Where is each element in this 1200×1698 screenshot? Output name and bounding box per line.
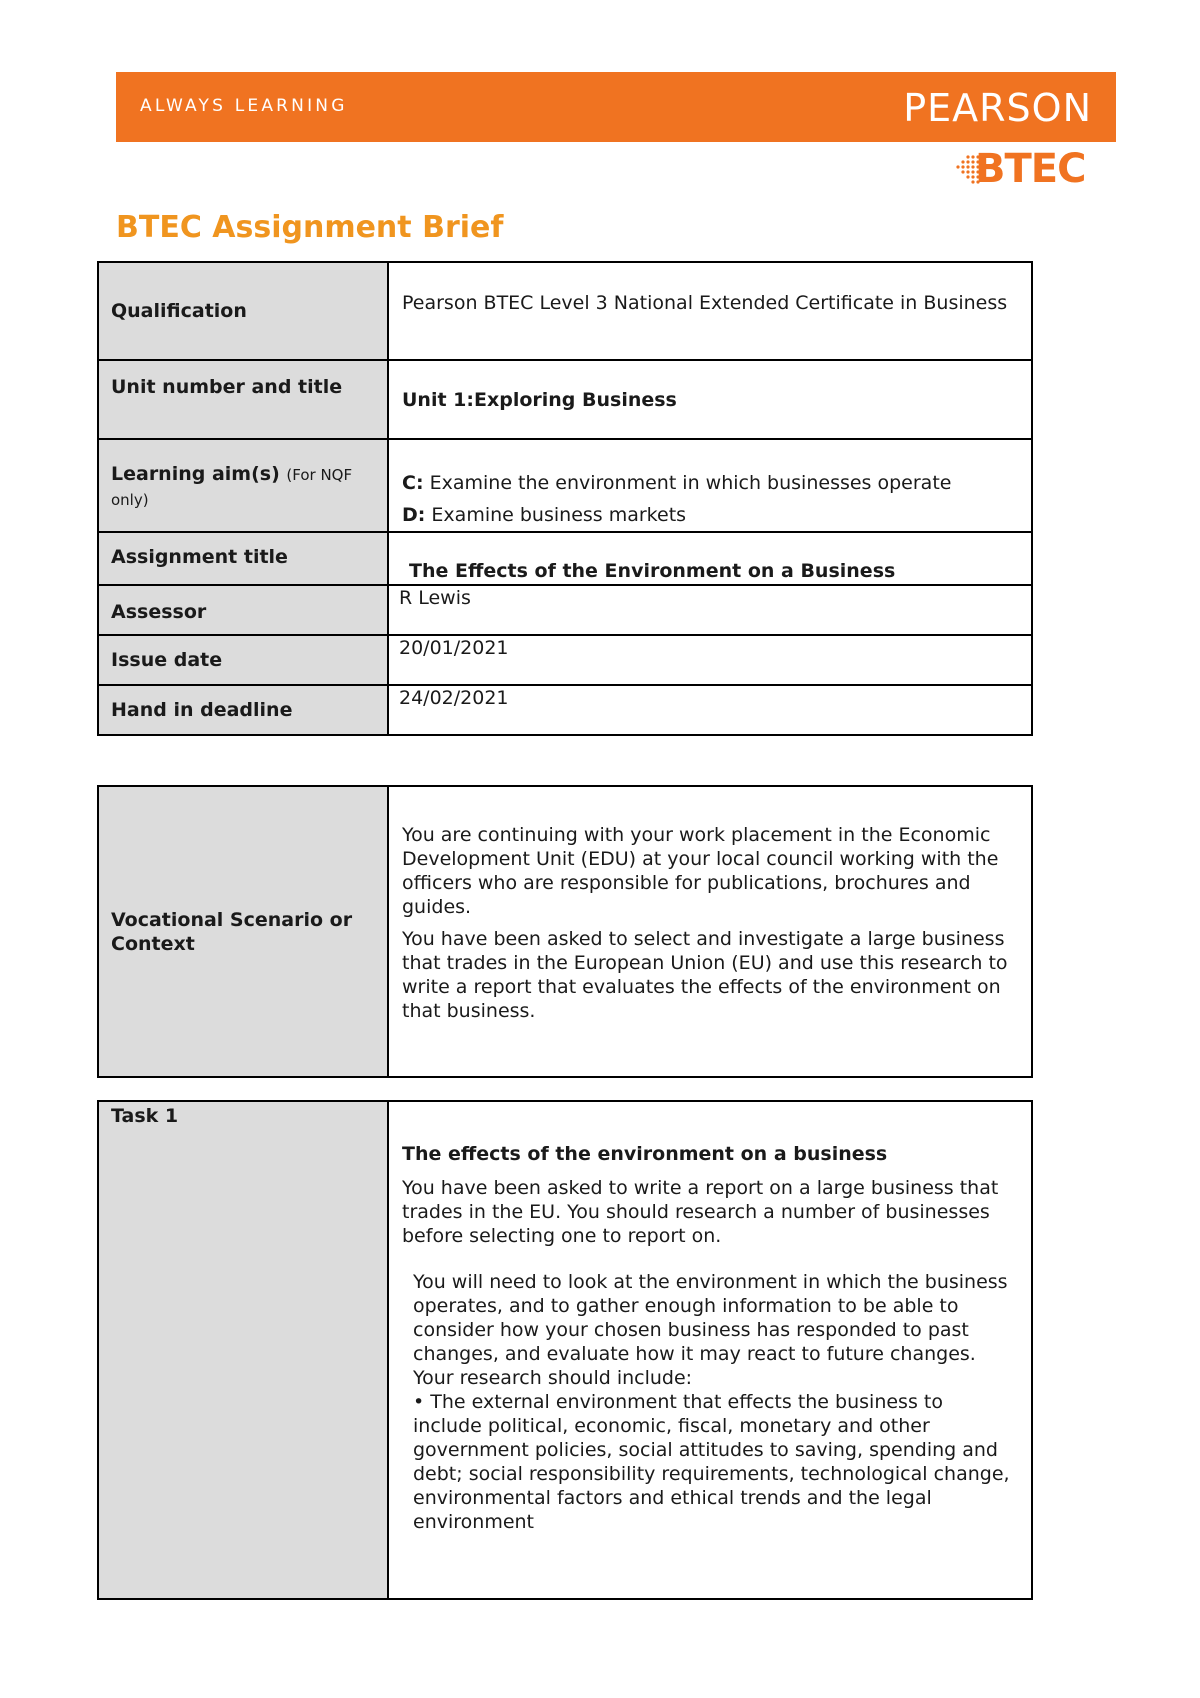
- btec-logo: [950, 146, 1095, 192]
- btec-wordmark: BTEC: [975, 146, 1086, 192]
- task-details: [402, 1270, 1017, 1534]
- learning-aims-note: (For NQF only): [111, 466, 353, 509]
- assignment-title-value: The Effects of the Environment on a Business: [388, 532, 1032, 585]
- deadline-value: 24/02/2021: [388, 685, 1032, 735]
- scenario-table: [97, 785, 1033, 1078]
- assignment-title-label: Assignment title: [98, 532, 388, 585]
- unit-value: Unit 1:Exploring Business: [388, 360, 1032, 439]
- table-row: [98, 685, 1032, 735]
- scenario-label: Vocational Scenario or Context: [98, 786, 388, 1077]
- learning-aims-label: [98, 439, 388, 532]
- page-title: BTEC Assignment Brief: [116, 210, 504, 245]
- learning-aims-title: Learning aim(s): [111, 463, 280, 485]
- task-bullet: • The external environment that effects the business to include political, economic, fiscal, monetary and other government policies, social attitudes to saving, spending and debt; social responsibility requirements, technological change, environmental factors and ethical trends and the legal environment: [413, 1391, 1010, 1533]
- pearson-logo: PEARSON: [903, 86, 1092, 130]
- table-row: [98, 439, 1032, 532]
- tagline: ALWAYS LEARNING: [140, 96, 348, 116]
- issue-date-label: Issue date: [98, 635, 388, 685]
- details-table: [97, 261, 1033, 736]
- learning-aims-value: [388, 439, 1032, 532]
- aim-d-text: Examine business markets: [431, 504, 687, 526]
- aim-c-key: C:: [402, 472, 424, 494]
- scenario-content: [388, 786, 1032, 1077]
- scenario-paragraph: You are continuing with your work placement in the Economic Development Unit (EDU) at your local council working with the officers who are responsible for publications, brochures and guides.: [402, 824, 999, 918]
- task-table: [97, 1100, 1033, 1600]
- task-heading: The effects of the environment on a business: [402, 1143, 888, 1165]
- unit-label: Unit number and title: [98, 360, 388, 439]
- table-row: [98, 635, 1032, 685]
- assessor-value: R Lewis: [388, 585, 1032, 635]
- scenario-paragraph: You have been asked to select and investigate a large business that trades in the European Union (EU) and use this research to write a report that evaluates the effects of the environment on that business.: [402, 928, 1008, 1022]
- table-row: [98, 585, 1032, 635]
- issue-date-value: 20/01/2021: [388, 635, 1032, 685]
- task-paragraph: Your research should include:: [413, 1367, 693, 1389]
- task-content: [388, 1101, 1032, 1599]
- aim-d-key: D:: [402, 504, 426, 526]
- table-row: [98, 360, 1032, 439]
- assessor-label: Assessor: [98, 585, 388, 635]
- table-row: [98, 532, 1032, 585]
- table-row: [98, 262, 1032, 360]
- task-label: Task 1: [98, 1101, 388, 1599]
- aim-c: [402, 467, 1017, 499]
- table-row: [98, 1101, 1032, 1599]
- task-paragraph: You will need to look at the environment in which the business operates, and to gather enough information to be able to consider how your chosen business has responded to past changes, and evaluate how it may react to future changes.: [413, 1271, 1008, 1365]
- task-paragraph: You have been asked to write a report on a large business that trades in the EU. You should research a number of businesses before selecting one to report on.: [402, 1177, 999, 1247]
- qualification-label: Qualification: [98, 262, 388, 360]
- qualification-value: Pearson BTEC Level 3 National Extended Certificate in Business: [388, 262, 1032, 360]
- aim-d: [402, 499, 1017, 531]
- aim-c-text: Examine the environment in which businesses operate: [429, 472, 952, 494]
- table-row: [98, 786, 1032, 1077]
- header-banner: [116, 72, 1116, 142]
- deadline-label: Hand in deadline: [98, 685, 388, 735]
